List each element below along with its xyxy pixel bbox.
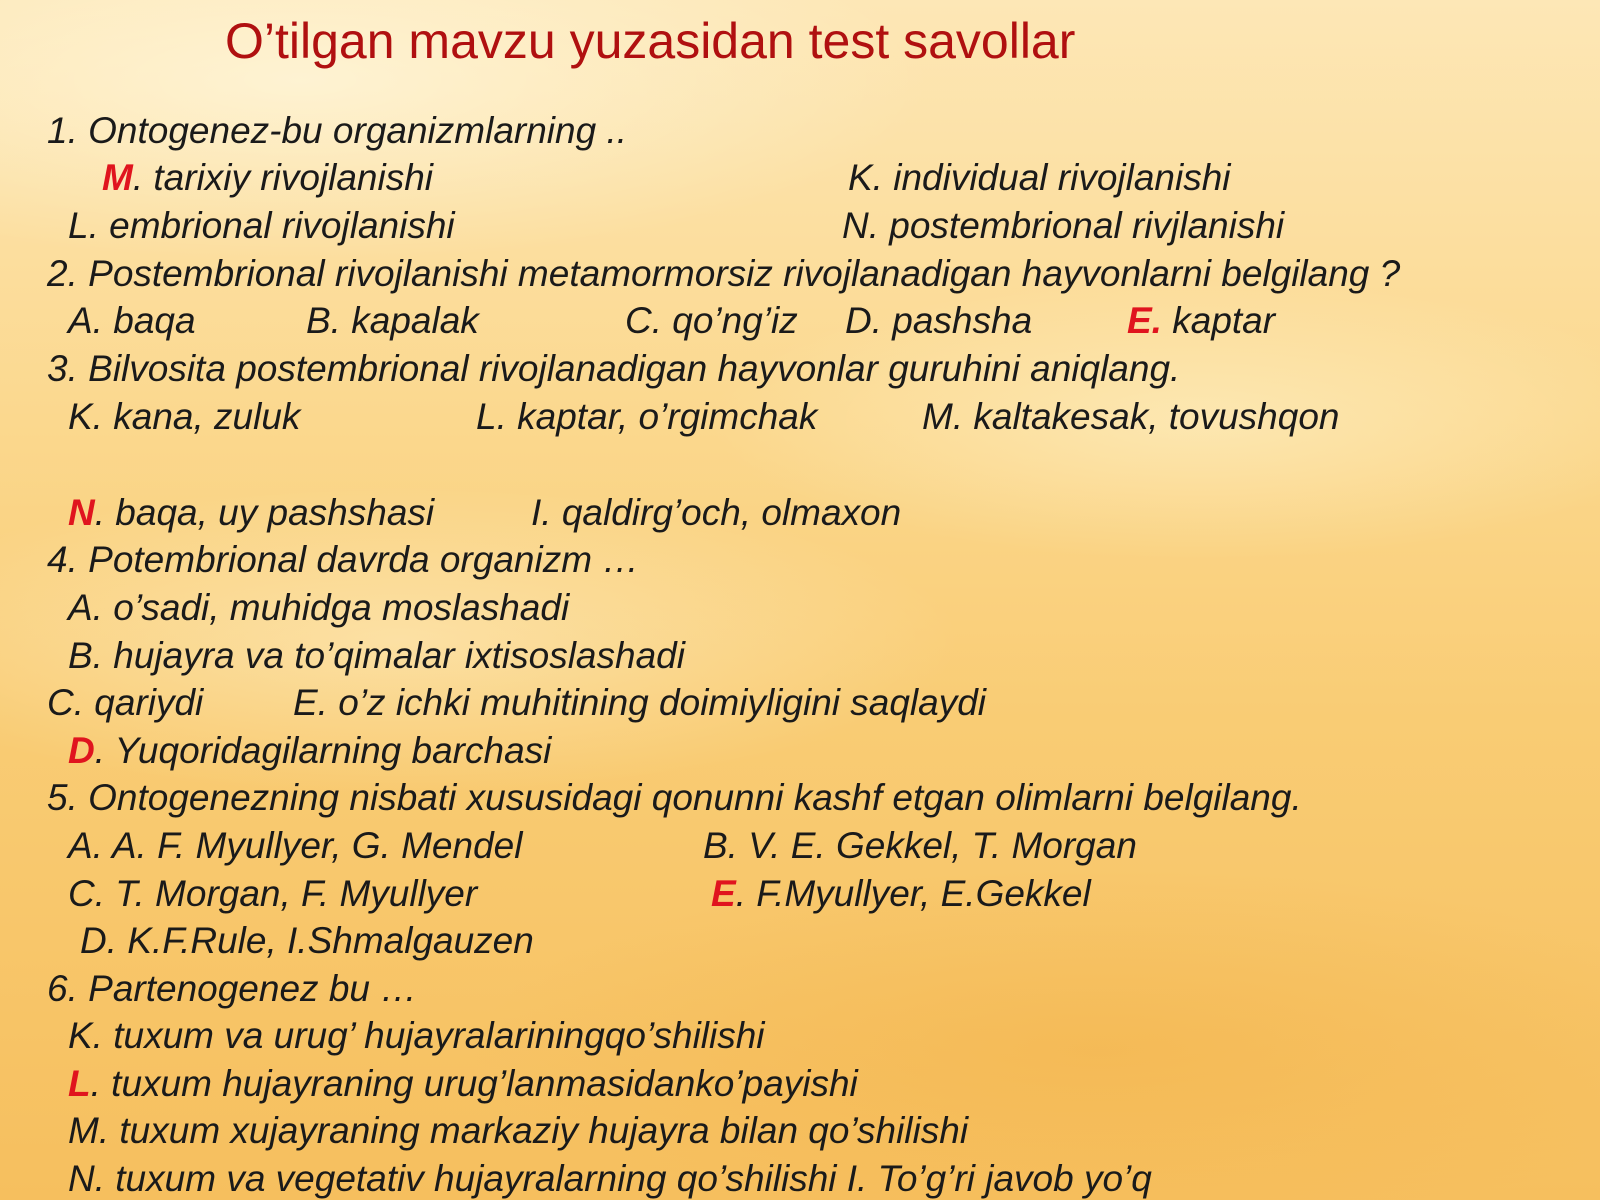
question-4: 4. Potembrional davrda organizm … <box>47 539 640 580</box>
question-2: 2. Postembrional rivojlanishi metamormorsiz rivojlanadigan hayvonlarni belgilang ? <box>47 253 1401 294</box>
q2-option-c: C. qo’ng’iz <box>625 300 798 341</box>
correct-answer-marker: N <box>68 492 95 533</box>
correct-answer-marker: D <box>68 730 95 771</box>
q1-option-m-text: . tarixiy rivojlanishi <box>132 157 434 198</box>
q4-option-d-text: . Yuqoridagilarning barchasi <box>94 730 552 771</box>
q4-option-b: B. hujayra va to’qimalar ixtisoslashadi <box>68 635 685 676</box>
q3-option-i: I. qaldirg’och, olmaxon <box>531 492 902 533</box>
q5-option-e <box>711 875 1091 912</box>
q1-option-m <box>102 159 433 196</box>
q4-option-e: E. o’z ichki muhitining doimiyligini saqlaydi <box>293 682 987 723</box>
q3-option-n <box>68 494 434 531</box>
correct-answer-marker: E. <box>1127 300 1162 341</box>
q2-option-a: A. baqa <box>68 300 196 341</box>
q3-option-l: L. kaptar, o’rgimchak <box>476 396 818 437</box>
q2-option-d: D. pashsha <box>845 300 1033 341</box>
q5-option-b: B. V. E. Gekkel, T. Morgan <box>703 825 1137 866</box>
q3-option-n-text: . baqa, uy pashshasi <box>94 492 435 533</box>
question-3: 3. Bilvosita postembrional rivojlanadigan hayvonlar guruhini aniqlang. <box>47 348 1181 389</box>
q6-option-k: K. tuxum va urug’ hujayralariningqo’shilishi <box>68 1015 765 1056</box>
correct-answer-marker: E <box>711 873 736 914</box>
q2-option-b: B. kapalak <box>306 300 479 341</box>
q5-option-d: D. K.F.Rule, I.Shmalgauzen <box>80 920 534 961</box>
q1-option-l: L. embrional rivojlanishi <box>68 205 455 246</box>
q6-option-l <box>68 1065 858 1102</box>
q1-option-n: N. postembrional rivjlanishi <box>842 205 1285 246</box>
q3-option-k: K. kana, zuluk <box>68 396 301 437</box>
q1-option-k: K. individual rivojlanishi <box>848 157 1231 198</box>
q4-option-d <box>68 732 551 769</box>
q6-option-n: N. tuxum va vegetativ hujayralarning qo’shilishi I. To’g’ri javob yo’q <box>68 1158 1152 1199</box>
slide-title: O’tilgan mavzu yuzasidan test savollar <box>225 13 1076 69</box>
question-6: 6. Partenogenez bu … <box>47 968 418 1009</box>
q5-option-e-text: . F.Myullyer, E.Gekkel <box>735 873 1091 914</box>
q5-option-a: A. A. F. Myullyer, G. Mendel <box>68 825 523 866</box>
q4-option-a: A. o’sadi, muhidga moslashadi <box>68 587 570 628</box>
correct-answer-marker: L <box>68 1063 91 1104</box>
q3-option-m: M. kaltakesak, tovushqon <box>922 396 1340 437</box>
question-1: 1. Ontogenez-bu organizmlarning .. <box>47 110 628 151</box>
q2-option-e-text: kaptar <box>1161 300 1276 341</box>
q6-option-l-text: . tuxum hujayraning urug’lanmasidanko’payishi <box>90 1063 858 1104</box>
q5-option-c: C. T. Morgan, F. Myullyer <box>68 873 478 914</box>
q6-option-m: M. tuxum xujayraning markaziy hujayra bilan qo’shilishi <box>68 1110 969 1151</box>
correct-answer-marker: M <box>102 157 133 198</box>
q2-option-e <box>1127 302 1275 339</box>
question-5: 5. Ontogenezning nisbati xususidagi qonunni kashf etgan olimlarni belgilang. <box>47 777 1302 818</box>
q4-option-c: C. qariydi <box>47 682 204 723</box>
